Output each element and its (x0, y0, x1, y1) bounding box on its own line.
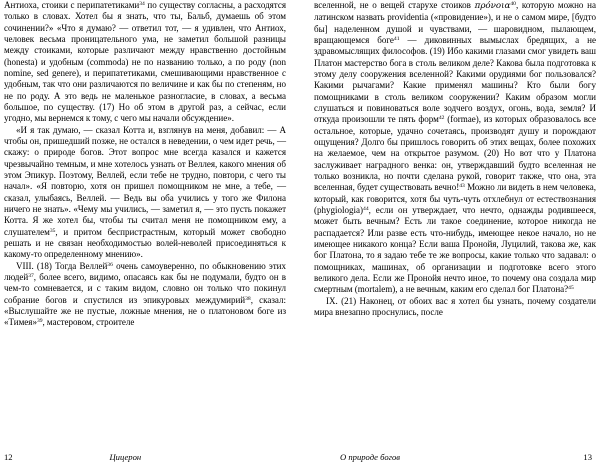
paragraph-viii-18-continued (314, 0, 596, 296)
paragraph-text-part: очень самоуверенно, по обыкновению этих людей (4, 260, 287, 282)
paragraph-text-part: ), и перипатетиками, смешивающими нравственное с удобным, так что они различаются по величине и как бы по степеням, но не по роду. А это ведь не маленькое разногласие, в словах, а весьма большое, по существу. (17) Но об этом в другой раз, а сейчас, если угодно, мы вернемся к тому, с чего мы начали обсуждение». (4, 67, 286, 124)
paragraph-text-part: , которую можно на латинском назвать (314, 0, 596, 23)
latin-term-phygiologia: phygiologia (317, 204, 361, 215)
footnote-ref-37[interactable]: 37 (28, 272, 34, 279)
section-number-ix: IX. (21) (326, 295, 360, 306)
page-footer-left (4, 428, 286, 472)
greek-term-pronoia: πρόνοια (474, 1, 511, 11)
footnote-ref-42[interactable]: 42 (438, 115, 445, 122)
paragraph-text-part: ) не по названию только, а по роду ( (125, 56, 273, 67)
latin-term-non-nomine: non nomine, sed genere (4, 56, 286, 78)
latin-term-honesta: honesta (7, 56, 35, 67)
folio-number-right: 13 (583, 452, 592, 462)
paragraph-kotta (4, 125, 286, 261)
footnote-ref-45[interactable]: 45 (568, 285, 574, 292)
footnote-ref-40[interactable]: 40 (510, 0, 516, 7)
right-column-text (314, 0, 596, 428)
left-column-text (4, 0, 286, 428)
paragraph-ix-21 (314, 296, 596, 319)
footnote-ref-44[interactable]: 44 (363, 205, 369, 212)
paragraph-text-part: по существу согласны, а расходятся только в словах. Хотел бы я знать, что ты, Бальб, думаешь об этом сочинении?» «Что я думаю? — ответил тот, — я удивлен, что Антиох, человек весьма проницательного ума, не заметил большой разницы между стоиками, которые различают между нравственно достойным ( (4, 0, 286, 67)
paragraph-text-part: , и притом беспристрастным, который может свободно решать и не связан необходимостью волей-неволей присоединяться к какому-то определенному мнению». (4, 226, 286, 260)
footnote-ref-41[interactable]: 41 (393, 35, 400, 42)
page-right (300, 0, 600, 472)
footnote-ref-39[interactable]: 39 (36, 318, 43, 324)
paragraph-text-part: , сказал: «Выслушайте же не пустые, ложные мнения, не о платоновом боге из «Тимея» (4, 294, 286, 328)
paragraph-text-part: Тогда Веллей (55, 260, 108, 271)
latin-term-mortalem: mortalem (357, 284, 393, 295)
footnote-ref-38[interactable]: 38 (245, 295, 251, 302)
paragraph-antioch (4, 0, 286, 125)
paragraph-text-part: («провидение»), и не о самом мире, [будто бы] наделенном душой и чувствами, — шаровидном, пылающем, вращающемся боге (314, 12, 596, 45)
footnote-ref-35[interactable]: 35 (49, 227, 56, 234)
latin-term-providentia: providentia (387, 12, 429, 23)
paragraph-text-part: Антиоха, стоики с перипатетиками (4, 0, 140, 10)
section-number-viii: VIII. (18) (16, 260, 56, 271)
paragraph-text-part: , если он утверждает, что нечто, однажды родившееся, может быть вечным? Есть ли такое соединение, которое никогда не распадается? Или разве есть что-нибудь, имеющее некое начало, но не имеющее никакого конца? Если ваша Пронойя, Луцилий, такова же, как бог Платона, то я задаю тебе те же вопросы, какие только что задавал: о помощниках, машинах, об организации и подготовке всего этого великого дела. Если же Пронойя нечто иное, то почему она создала мир смертным ( (314, 204, 596, 295)
paragraph-text-part: «И я так думаю, — сказал Котта и, взглянув на меня, добавил: — А чтобы он, пришедший позже, не остался в неведении, о чем идет речь, — скажу: о природе богов. Этот вопрос мне всегда казался и кажется чрезвычайно темным, и мне хотелось узнать от Веллея, какого мнения об этом Эпикур. Поэтому, Веллей, если тебе не трудно, повтори, с чего ты начал». «Я повторю, хотя он пришел помощником не мне, а тебе, — сказал, улыбаясь, Веллей. — Ведь вы оба учились у того же Филона ничего не знать». «Чему мы учились, — заметил я, — это пусть покажет Котта. Я же хотел бы, чтобы ты считал меня не помощником ему, а слушателем (4, 124, 286, 237)
folio-number-left: 12 (4, 452, 13, 462)
running-head-left: Цицерон (109, 452, 142, 462)
footnote-ref-34[interactable]: 34 (139, 0, 145, 7)
paragraph-viii-18 (4, 261, 286, 329)
paragraph-text-part: ) и удобным ( (34, 56, 90, 67)
paragraph-text-part: , более всего, видимо, опасаясь как бы не подумали, будто он в чем-то сомневается, и с таким видом, словно он только что покинул собрание богов и спустился из эпикуровых междумирий (4, 271, 286, 305)
paragraph-text-part: — диковинных вымыслах бредящих, а не здравомыслящих философов. (19) Ибо какими глазами смог увидеть ваш Платон мастерство бога в столь великом деле? Какова была подготовка к этому делу сооружения вселенной? Какими орудиями бог пользовался? Какими рычагами? Какие применял машины? Кто были богу помощниками в столь великом сооружении? Каким образом могли слушаться и повиноваться воле зодчего воздух, огонь, вода, земля? И откуда произошли те пять форм (314, 34, 596, 125)
paragraph-text-part: вселенной, не о вещей старухе стоиков (314, 0, 475, 10)
paragraph-text-part: Можно ли видеть в нем человека, который, как говорится, хотя бы чуть-чуть отхлебнул от естествознания ( (314, 182, 596, 215)
running-head-right: О природе богов (340, 452, 401, 462)
latin-term-commoda: commoda (89, 56, 126, 67)
page-footer-right (314, 428, 596, 472)
footnote-ref-36[interactable]: 36 (107, 261, 113, 268)
paragraph-text-part: Наконец, от обоих вас я хотел бы узнать, почему создатели мира внезапно проснулись, после (314, 295, 596, 317)
paragraph-text-part: ( (444, 114, 451, 125)
paragraph-text-part: ), а не вечным, каким его сделал бог Платона? (392, 284, 569, 295)
footnote-ref-43[interactable]: 43 (459, 183, 465, 190)
paragraph-text-part: ), из которых образовалось все остальное, которые, удачно сочетаясь, производят душу и порождают ощущения? Долго бы пришлось говорить об этих вещах, более похожих на желаемое, чем на открытое разумом. (20) Но вот что у Платона заслуживает наградного венка: он, утверждавший будто вселенная не только возникла, но почти сделана рукой, говорит также, что она, эта вселенная, будет существовать вечно! (314, 114, 596, 193)
latin-term-formae: formae (450, 114, 476, 125)
paragraph-text-part: , мастеровом, строителе (42, 317, 135, 328)
paragraph-text-part: ) (360, 204, 364, 215)
